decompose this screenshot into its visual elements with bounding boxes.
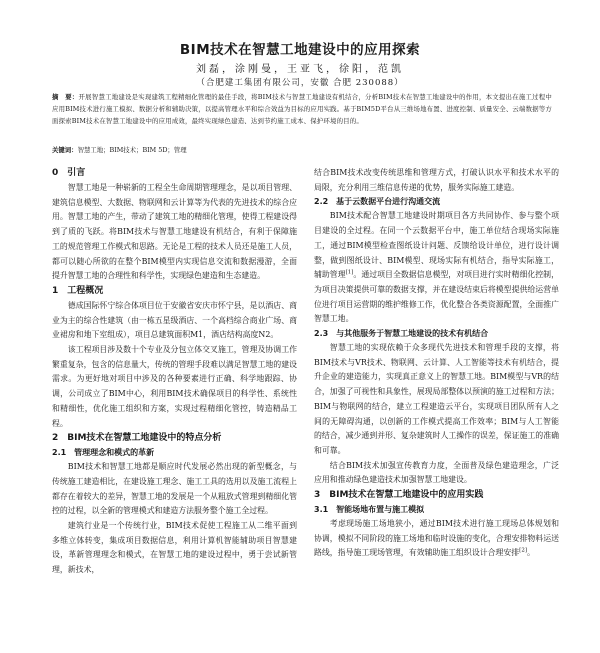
subsection-heading-2-1: 2.1 管理理念和模式的革新 xyxy=(52,448,155,458)
keywords-label: 关键词： xyxy=(52,146,78,154)
cloud-platform-paragraph xyxy=(314,209,559,327)
section-heading-application: 3 BIM技术在智慧工地建设中的应用实践 xyxy=(314,490,484,501)
features-paragraph-1: BIM技术和智慧工地都是顺应时代发展必然出现的新型概念，与传统施工建造相比，在建设施工理念、施工工具的选用以及施工流程上都存在着较大的差异，智慧工地的发展是一个从粗放式管理到精细化管控的过程，以全新的管理模式和建造方法服务整个施工全过程。 xyxy=(52,462,297,516)
integration-paragraph-2: 结合BIM技术加强宣传教育力度，全面普及绿色建造理念，广泛应用和推动绿色建造技术加强智慧工地建设。 xyxy=(314,460,559,485)
section-heading-project-overview: 1 工程概况 xyxy=(52,285,104,296)
site-text-a: 考虑现场施工场地狭小，通过BIM技术进行施工现场总体规划和协调，模拟不同阶段的施工场地和临时设施的变化，合理安排物料运送路线，指导施工现场管理，有效辅助施工组织设计合理安排 xyxy=(314,519,559,558)
section-heading-features: 2 BIM技术在智慧工地建设中的特点分析 xyxy=(52,433,222,444)
subsection-heading-2-3: 2.3 与其他服务于智慧工地建设的技术有机结合 xyxy=(314,329,489,339)
abstract xyxy=(52,91,552,127)
affiliation: （合肥建工集团有限公司，安徽 合肥 230088） xyxy=(196,78,404,88)
paper-title: BIM技术在智慧工地建设中的应用探索 xyxy=(179,42,421,58)
continued-paragraph: 结合BIM技术改变传统思维和管理方式，打破认识水平和技术水平的局限，充分利用三维信息传递的优势，服务实际施工建造。 xyxy=(314,168,559,192)
site-layout-paragraph xyxy=(314,517,559,561)
keywords-text: 智慧工地；BIM技术；BIM 5D；管理 xyxy=(77,146,187,154)
overview-paragraph-2: 该工程项目涉及数十个专业及分包立体交叉施工，管理及协调工作繁重复杂，包含的信息量大，传统的管理手段难以满足智慧工地的建设需求。为更好地对项目中涉及的各种要素进行正确、科学地跟踪、协调，公司成立了BIM中心，利用BIM技术确保项目的科学性、系统性和精细性，优化施工组织和方案，实现过程精细化管控，铸造精品工程。 xyxy=(52,345,297,428)
author-list: 刘磊，涂刚曼，王亚飞，徐阳，范凯 xyxy=(196,64,404,75)
integration-paragraph-1: 智慧工地的实现依赖于众多现代先进技术和管理手段的支撑，将BIM技术与VR技术、物联网、云计算、人工智能等技术有机结合，提升企业的建造能力，实现真正意义上的智慧工地。BIM模型与VR的结合，加强了可视性和具象性，展现局部整体以预演的施工过程和方法；BIM与物联网的结合，建立工程建造云平台，实现项目团队所有人之间的无障碍沟通，以创新的工作模式提高工作效率；BIM与人工智能的结合，减少通到并形、复杂建筑时人工操作的误差，保证施工的准确和可靠。 xyxy=(314,343,559,455)
cloud-text-b: 。通过项目全数据信息模型，对项目进行实时精细化控制，为项目决策提供可靠的数据支撑，并在建设结束后将模型提供给运营单位进行项目运营期的维护维修工作，优化整合各类资源配置，全面推广智慧工地。 xyxy=(314,270,559,324)
keywords xyxy=(52,145,552,155)
features-paragraph-2: 建筑行业是一个传统行业，BIM技术促使工程施工从二维平面到多维立体转变，集成项目数据信息，利用计算机智能辅助项目智慧建设，革新管理理念和模式，在智慧工地的建设过程中，勇于尝试新管理，新技术， xyxy=(52,521,297,575)
abstract-label: 摘 要： xyxy=(52,93,79,101)
citation-2: [2] xyxy=(519,547,527,554)
section-heading-intro: 0 引言 xyxy=(52,168,86,178)
abstract-text: 开展智慧工地建设是实现建筑工程精细化管理的最佳手段，将BIM技术与智慧工地建设有机结合，分析BIM技术在智慧工地建设中的作用，本文提出在施工过程中应用BIM技术进行施工模拟、数据分析和辅助决策，以提高管理水平和综合效益为目标的应用实践。基于BIM5D平台从三维场地布置、进度控制、质量安全、云端数据等方面探索BIM技术在智慧工地建设中的应用成效，最终实现绿色建造、达到节约施工成本、保护环境的目的。 xyxy=(52,93,552,125)
overview-paragraph-1: 德成国际怀宁综合体项目位于安徽省安庆市怀宁县，是以酒店、商业为主的综合性建筑（由一栋五星级酒店、一个高档综合商业广场、商业裙房和地下室组成），项目总建筑面积M1，酒店结构高度N2。 xyxy=(52,300,297,340)
citation-1: [1] xyxy=(345,269,354,276)
right-column xyxy=(314,166,559,561)
intro-paragraph: 智慧工地是一种崭新的工程全生命周期管理理念，是以项目管理、建筑信息模型、大数据、物联网和云计算等为代表的先进技术的综合应用。智慧工地的产生，带动了建筑工地的精细化管理，使得工程建设得到了质的飞跃。将BIM技术与智慧工地建设有机结合，有利于保障施工的规范管理工作模式和思路。无论是工程的技术人员还是施工人员，都可以随心所欲的在整个BIM模型内实现信息交流和数据漫游，全面提升智慧工地的合理性和科学性，实现绿色建造和生态建造。 xyxy=(52,183,297,281)
left-column xyxy=(52,166,297,578)
subsection-heading-2-2: 2.2 基于云数据平台进行沟通交流 xyxy=(314,197,441,207)
cloud-text-a: BIM技术配合智慧工地建设时期项目各方共同协作、参与整个项目建设的全过程。在同一个云数据平台中，施工单位结合现场实际施工，通过BIM模型检查图纸设计问题、反馈给设计单位，进行设计调整，做到图纸设计、BIM模型、现场实际有机结合，指导实际施工，辅助管理 xyxy=(314,211,559,280)
subsection-heading-3-1: 3.1 智能场地布置与施工模拟 xyxy=(314,505,425,515)
site-text-b: 。 xyxy=(526,548,535,558)
